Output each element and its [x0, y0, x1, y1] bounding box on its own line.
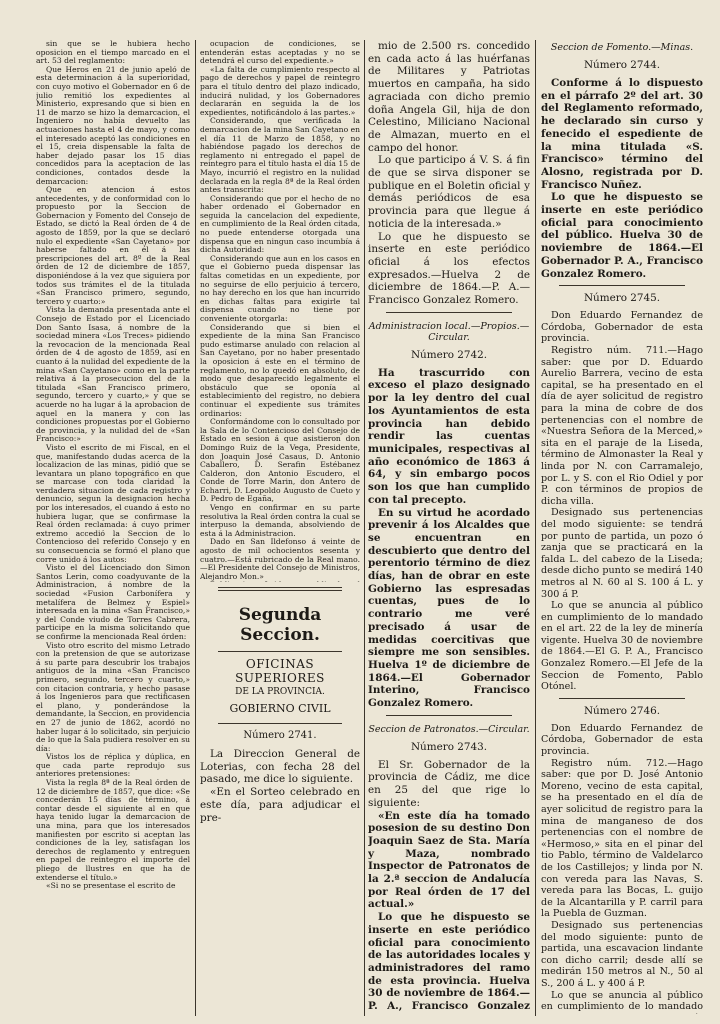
paragraph: Visto el del Licenciado don Simon Santos Lerin, como coadyuvante de la Administracion, á nombre de la sociedad «Fusion Carbonífera y metalífera de Belmez y Espiel» interesada en la mina «San Francisco,» y del Conde viudo de Torres Cabrera, participe en la misma solicitando que se confirme la mencionada Real órden: [36, 563, 190, 641]
paragraph [200, 581, 360, 582]
divider [386, 312, 512, 313]
divider [386, 715, 512, 716]
paragraph: Registro núm. 711.—Hago saber: que por D. Eduardo Aurelio Barrera, vecino de esta capital, se ha presentado en el día de ayer solicitud de registro para la mina de cobre de dos pertenencias con el nombre de «Nuestra Señora de la Merced,» sita en el paraje de la Liseda, término de Almonaster la Real y linda por N. con Carramalejo, por L. y S. con el Rio Odiel y por P. con términos de propios de dicha villa. [541, 345, 703, 507]
column-divider [364, 40, 365, 1016]
notice-number: Número 2742. [410, 348, 488, 361]
paragraph: Visto el escrito de mi Fiscal, en el que, manifestando dudas acerca de la localizacion de las minas, pidió que se levantara un plano topográfico en que se marcase con toda claridad la verdadera situacion de cada registro y denuncio, segun la designacion hecha por los interesados, el cuando á esto no hubiera lugar, que se confirmase la Real órden reclamada: á cuyo primer extremo accedió la Seccion de lo Contencioso del referido Consejo y en su consecuencia se formó el plano que corre unido á los autos: [36, 442, 190, 564]
paragraph: Conformándome con lo consultado por la Sala de lo Contencioso del Consejo de Estado en sesion á que asistieron don Domingo Ruiz de la Vega, Presidente, don Joaquin José Casaus, D. Antonio Caballero, D. Serafin Estébanez Calderon, don Antonio Escudero, el Conde de Torre Marin, don Antero de Echarri, D. Leopoldo Augusto de Cueto y D. Pedro de Egaña, [200, 417, 360, 504]
paragraph: En su virtud he acordado prevenir á los Alcaldes que se encuentran en descubierto que dentro del perentorio término de diez días, han de obrar en este Gobierno las espresadas cuentas, pues de lo contrario me veré precisado á usar de medidas coercitivas que siempre me son sensibles. Huelva 1º de diciembre de 1864.—El Gobernador Interino, Francisco Gonzalez Romero. [368, 506, 530, 710]
paragraph: Considerando que por el hecho de no haber ordenado el Gobernador en seguida la cancelacion del expediente, en cumplimiento de la Real órden citada, no puede entenderse otorgada una dispensa que en ningun caso incumbía á dicha Autoridad: [200, 193, 360, 255]
paragraph: Don Eduardo Fernandez de Córdoba, Gobernador de esta provincia. [541, 310, 703, 345]
paragraph: Ha trascurrido con exceso el plazo designado por la ley dentro del cual los Ayuntamientos de esta provincia han debido rendir las cuentas municipales, respectivas al año económico de 1863 á 64, y sin embargo pocos son los que han cumplido con tal precepto. [368, 366, 530, 506]
paragraph: Don Eduardo Fernandez de Córdoba, Gobernador de esta provincia. [541, 722, 703, 758]
paragraph: mio de 2.500 rs. concedido en cada acto á las huérfanas de Militares y Patriotas muertos en campaña, ha sido agraciada con dicho premio doña Angela Gil, hija de don Celestino, Miliciano Nacional de Almazan, muerto en el campo del honor. [368, 40, 530, 154]
paragraph: «La falta de cumplimiento respecto al pago de derechos y papel de reintegro para el título dentro del plazo indicado, inducirá nulidad, y los Gobernadores declararán en seguida la de los expedientes, notificándolo á las partes.» [200, 64, 360, 117]
column-4 [541, 40, 703, 1014]
paragraph: Que Heros en 21 de junio apeló de esta determinacion á la superioridad, con cuyo motivo el Gobernador en 6 de julio remitió los expedientes al Ministerio, expresando que si bien en 11 de marzo se hizo la demarcacion, el Ingeniero no había devuelto las actuaciones hasta el 4 de mayo, y como el interesado aceptó las condiciones en el 15, creia dispensable la falta de haber dejado pasar los 15 dias concedidos para la aceptacion de las condiciones, contados desde la demarcacion: [36, 64, 190, 186]
paragraph: Visto otro escrito del mismo Letrado con la pretension de que se autorizase á su parte para descubrir los trabajos antiguos de la mina «San Francisco primero, segundo, tercero y cuarto,» con citacion contraria, y hecho pasase á los Ingenieros para que rectificasen el plano, y ponderándose la demandante, la Seccion, en providencia en 27 de junio de 1862, acordó no haber lugar á lo solicitado, sin perjuicio de lo que la Sala pudiera resolver en su día: [36, 640, 190, 753]
notice-number: Número 2745. [583, 292, 661, 305]
paragraph: ocupacion de condiciones, se entenderán estas aceptadas y no se detendrá el curso del expediente.» [200, 40, 360, 66]
divider [559, 285, 685, 286]
paragraph: Que en atencion á estos antecedentes, y de conformidad con lo propuesto por la Seccion de Gobernacion y Fomento del Consejo de Estado, se dictó la Real órden de 4 de agosto de 1859, por la que se declaró nulo el expediente «San Cayetano» por haberse faltado en él á las prescripciones del art. 8º de la Real órden de 12 de diciembre de 1857, disponiéndose á la vez que siguiera por todos sus trámites el de la titulada «San Francisco primero, segundo, tercero y cuarto:» [36, 185, 190, 306]
notice-body [200, 748, 360, 824]
paragraph: Vengo en confirmar en su parte resolutiva la Real órden contra la cual se interpuso la demanda, absolviendo de esta á la Administracion. [200, 503, 360, 538]
divider [218, 723, 342, 724]
paragraph: Designado sus pertenencias del modo siguiente: se tendrá por punto de partida, un pozo ó zanja que se practicará en la falda L. del cabezo de la Liseda; desde dicho punto se medirá 140 metros al N. 60 al S. 100 á L. y 300 á P. [541, 507, 703, 600]
divider [559, 698, 685, 699]
paragraph: Vista la regla 8ª de la Real órden de 12 de diciembre de 1857, que dice: «Se concederán 15 días de término, á contar desde el siguiente al en que haya tenido lugar la demarcacion de una mina, para que los interesados manifiesten por escrito si aceptan las condiciones de la ley, satisfagan los derechos de reglamento y entreguen en papel de reintegro el importe del pliego de llustres en que ha de extenderse el título.» [36, 778, 190, 882]
paragraph: Lo que participo á V. S. á fin de que se sirva disponer se publique en el Boletin oficial y demás periódicos de esa provincia para que llegue á noticia de la interesada.» [368, 154, 530, 230]
notice-heading: Seccion de Fomento.—Minas. [550, 42, 694, 53]
column-2 [200, 40, 360, 1014]
paragraph: sin que se le hubiera hecho oposicion en el tiempo marcado en el art. 53 del reglamento: [36, 40, 190, 66]
notice-heading: Administracion local.—Propios.—Circular. [368, 320, 530, 343]
paragraph: «En este día ha tomado posesion de su destino Don Joaquin Saez de Sta. María y Maza, nombrado Inspector de Patronatos de la 2.ª seccion de Andalucía por Real órden de 17 del actual.» [368, 809, 530, 911]
column-divider [195, 40, 196, 1016]
paragraph: Conforme á lo dispuesto en el párrafo 2º del art. 30 del Reglamento reformado, he declarado sin curso y fenecido el espediente de la mina titulada «S. Francisco» término del Alosno, registrada por D. Francisco Nuñez. [541, 77, 703, 191]
royal-decree-text [200, 40, 360, 582]
paragraph: Designado sus pertenencias del modo siguiente: punto de partida, una escavacion lindante con dicho carril; desde allí se medirán 150 metros al N., 50 al S., 200 á L. y 400 á P. [541, 919, 703, 989]
paragraph: Considerando que aun en los casos en que el Gobierno pueda dispensar las faltas cometidas en un expediente, por no seguirse de ello perjuicio á tercero, no hay derecho en los que han incurrido en dichas faltas para exigirle tal dispensa cuando no tiene por conveniente otorgarla: [200, 253, 360, 323]
divider [218, 651, 342, 652]
paragraph: Vista la demanda presentada ante el Consejo de Estado por el Licenciado Don Santo Isasa, á nombre de la sociedad minera «Los Treces» pidiendo la revocacion de la mencionada Real órden de 4 de agosto de 1859, así en cuanto á la nulidad del expediente de la mina «San Cayetano» como en la parte relativa á la prosecucion del de la titulada «San Francisco primero, segundo, tercero y cuarto,» y que se acuerde no ha lugar á la aprobacion de aquel en la manera y con las condiciones propuestas por el Gobierno de provincia, y la nulidad del de «San Francisco:» [36, 305, 190, 444]
paragraph: Registro núm. 712.—Hago saber: que por D. José Antonio Moreno, vecino de esta capital, se ha presentado en el día de ayer solicitud de registro para la mina de manganeso de dos pertenencias con el nombre de «Hermoso,» sita en el pinar del tio Pablo, término de Valdelarco de los Castillejos; y linda por N. con vereda para las Navas, S. vereda para las Bocas, L. guijo de la Alcantarilla y P. carril para la Puebla de Guzman. [541, 757, 703, 920]
office-subtitle: DE LA PROVINCIA. [235, 687, 325, 697]
paragraph: Dado en San Ildefonso á veinte de agosto de mil ochocientos sesenta y cuatro.—Está rubricado de la Real mano.—El Presidente del Consejo de Ministros, Alejandro Mon.» [200, 537, 360, 581]
notice-number: Número 2743. [410, 740, 488, 753]
column-1 [36, 40, 190, 1014]
civil-government-title: GOBIERNO CIVIL [229, 702, 331, 715]
paragraph: Lo que se anuncia al público en cumplimiento de lo mandado [541, 989, 703, 1013]
paragraph: Vistos los de réplica y dúplica, en que cada parte reprodujo sus anteriores pretensiones: [36, 752, 190, 779]
paragraph: Lo que he dispuesto se inserte en este periódico oficial á los efectos expresados.—Huelva 2 de diciembre de 1864.—P. A.—Francisco Gonzalez Romero. [368, 230, 530, 307]
notice-number: Número 2741. [243, 730, 317, 741]
office-title: OFICINAS SUPERIORES [235, 657, 325, 685]
paragraph: Considerando que si bien el expediente de la mina San Francisco pudo estimarse anulado con relacion al San Cayetano, por no haber presentado la oposicion á este en el término de reglamento, no lo quedó en absoluto, de modo que desaparecido legalmente el obstáculo que se oponía al establecimiento del registro, no debiera continuar el expediente sus trámites ordinarios: [200, 322, 360, 418]
notice-body [541, 723, 703, 1014]
paragraph: El Sr. Gobernador de la provincia de Cádiz, me dice en 25 del que rige lo siguiente: [368, 758, 530, 809]
column-divider [535, 40, 536, 1016]
paragraph: Lo que se anuncia al público en cumplimiento de lo mandado en el art. 22 de la ley de minería vigente. Huelva 30 de noviembre de 1864.—El G. P. A., Francisco Gonzalez Romero.—El Jefe de la Seccion de Fomento, Pablo Otónel. [541, 600, 703, 693]
paragraph: «En el Sorteo celebrado en este día, para adjudicar el pre- [200, 786, 360, 824]
paragraph: Lo que he dispuesto se inserte en este periódico oficial para conocimiento del público. Huelva 30 de noviembre de 1864.—El Gobernador P. A., Francisco Gonzalez Romero. [541, 191, 703, 280]
section-divider [218, 587, 342, 591]
paragraph: La Direccion General de Loterias, con fecha 28 del pasado, me dice lo siguiente. [200, 748, 360, 786]
notice-number: Número 2744. [583, 59, 661, 71]
notice-number: Número 2746. [583, 704, 661, 717]
section-title: Segunda Seccion. [238, 605, 322, 645]
column-3 [368, 40, 530, 1014]
notice-heading: Seccion de Patronatos.—Circular. [368, 723, 530, 735]
notice-body [541, 310, 703, 693]
paragraph: Considerando, que verificada la demarcacion de la mina San Cayetano en el día 11 de Marzo de 1858, y no habiéndose pagado los derechos de reglamento ni entregado el papel de reintegro para el título hasta el día 15 de Mayo, incurrió el registro en la nulidad declarada en la regla 8ª de la Real órden antes transcrita: [200, 116, 360, 195]
paragraph: Lo que he dispuesto se inserte en este periódico oficial para conocimiento de las autoridades locales y administradores del ramo de esta provincia. Huelva 30 de noviembre de 1864.—P. A., Francisco Gonzalez [368, 911, 530, 1013]
paragraph: «Si no se presentase el escrito de [46, 881, 176, 891]
